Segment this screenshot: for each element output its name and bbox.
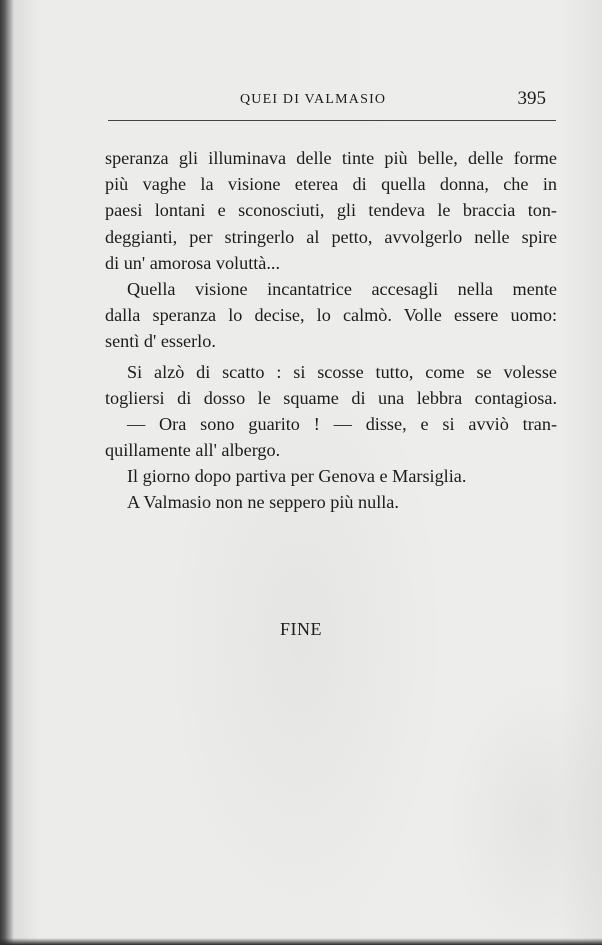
page-bottom-edge [0,938,602,945]
text-line: più vaghe la visione eterea di quella donna, che in [105,174,557,195]
page-number: 395 [517,88,546,109]
text-line: sentì d' esserlo. [105,331,216,352]
text-line: quillamente all' albergo. [105,440,281,461]
body-text [105,145,557,516]
text-line: deggianti, per stringerlo al petto, avvolgerlo nelle spire [105,226,557,247]
page-header [108,88,556,118]
text-line: — Ora sono guarito ! — disse, e si avviò tran- [127,413,557,434]
text-line: Si alzò di scatto : si scosse tutto, come se volesse [127,361,557,382]
text-line: di un' amorosa voluttà... [105,252,281,273]
end-mark: FINE [280,619,322,639]
text-line: Quella visione incantatrice accesagli nella mente [127,278,557,299]
text-line: A Valmasio non ne seppero più nulla. [127,492,399,513]
running-title: QUEI DI VALMASIO [240,92,387,107]
text-line: Il giorno dopo partiva per Genova e Marsiglia. [127,466,467,487]
header-rule [108,120,556,121]
text-line: speranza gli illuminava delle tinte più belle, delle forme [105,148,557,168]
page-binding-edge [0,0,14,945]
text-line: dalla speranza lo decise, lo calmò. Volle essere uomo: [105,305,557,326]
text-line: togliersi di dosso le squame di una lebbra contagiosa. [105,387,557,408]
text-line: paesi lontani e sconosciuti, gli tendeva le braccia ton- [105,200,557,221]
